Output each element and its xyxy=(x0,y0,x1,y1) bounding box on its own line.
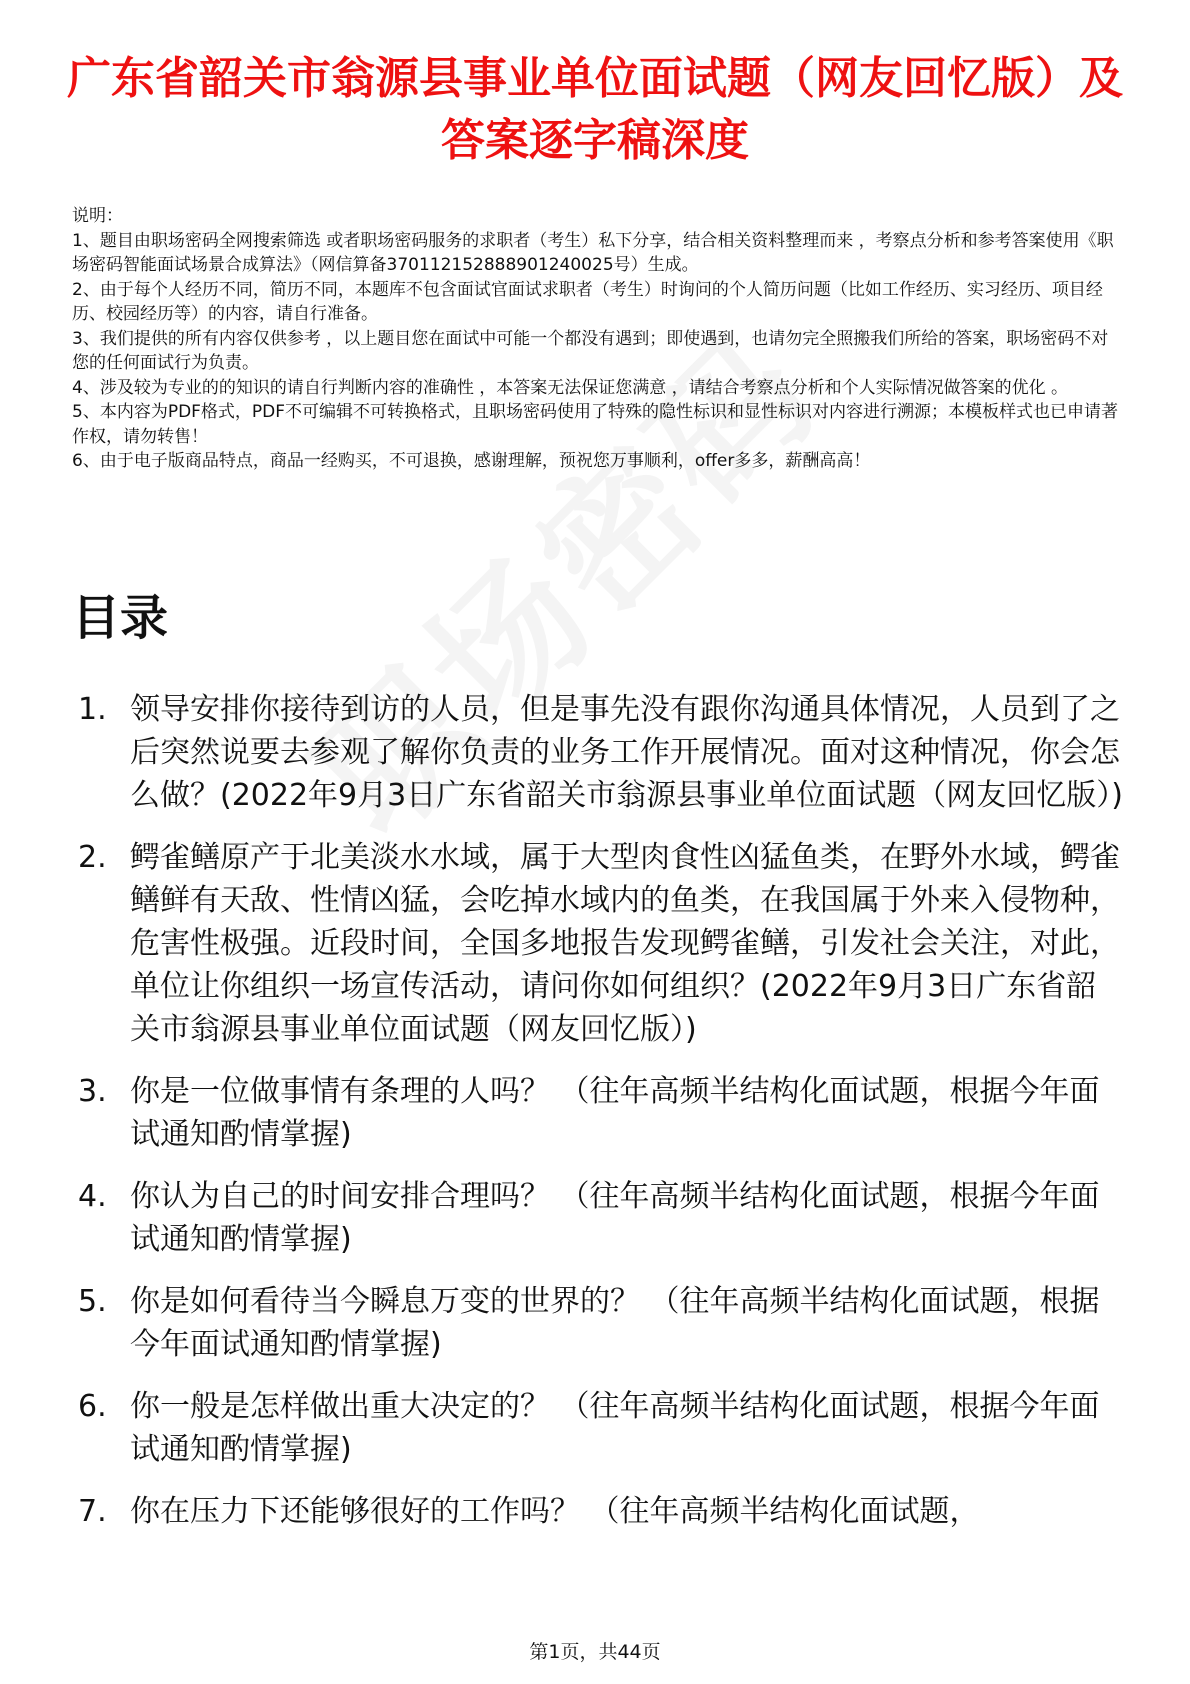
note-item: 4、涉及较为专业的的知识的请自行判断内容的准确性 ，本答案无法保证您满意 ，请结合考察点分析和个人实际情况做答案的优化 。 xyxy=(72,377,1069,398)
toc-list xyxy=(72,688,1126,1552)
toc-item xyxy=(72,1280,1126,1366)
toc-heading: 目录 xyxy=(72,590,169,646)
toc-item-number: 1. xyxy=(78,692,107,727)
document-title: 广东省韶关市翁源县事业单位面试题（网友回忆版）及答案逐字稿深度 xyxy=(67,53,1123,166)
page-number: 第1页，共44页 xyxy=(529,1641,661,1663)
toc-item-number: 5. xyxy=(78,1284,107,1319)
toc-item xyxy=(72,1490,1126,1533)
toc-item xyxy=(72,1385,1126,1471)
toc-item-text: 你认为自己的时间安排合理吗？ （往年高频半结构化面试题，根据今年面试通知酌情掌握) xyxy=(130,1179,1100,1257)
toc-item-text: 你在压力下还能够很好的工作吗？ （往年高频半结构化面试题， xyxy=(130,1494,980,1529)
notes-heading: 说明： xyxy=(72,206,123,226)
toc-item-number: 3. xyxy=(78,1074,107,1109)
notes-section xyxy=(72,204,1122,474)
note-item: 5、本内容为PDF格式，PDF不可编辑不可转换格式，且职场密码使用了特殊的隐性标识和显性标识对内容进行溯源；本模板样式也已申请著作权，请勿转售！ xyxy=(72,402,1119,447)
toc-item-text: 你一般是怎样做出重大决定的？ （往年高频半结构化面试题，根据今年面试通知酌情掌握) xyxy=(130,1389,1100,1467)
note-item: 3、我们提供的所有内容仅供参考 ，以上题目您在面试中可能一个都没有遇到；即使遇到，也请勿完全照搬我们所给的答案，职场密码不对您的任何面试行为负责。 xyxy=(72,328,1109,373)
toc-item xyxy=(72,688,1126,817)
toc-item-number: 7. xyxy=(78,1494,107,1529)
toc-item xyxy=(72,836,1126,1051)
note-item: 6、由于电子版商品特点，商品一经购买，不可退换，感谢理解，预祝您万事顺利，offer多多，薪酬高高！ xyxy=(72,451,871,471)
note-item: 2、由于每个人经历不同，简历不同，本题库不包含面试官面试求职者（考生）时询问的个人简历问题（比如工作经历、实习经历、项目经历、校园经历等）的内容，请自行准备。 xyxy=(72,279,1103,324)
toc-item-text: 你是一位做事情有条理的人吗？ （往年高频半结构化面试题，根据今年面试通知酌情掌握) xyxy=(130,1074,1100,1152)
toc-item-text: 领导安排你接待到访的人员，但是事先没有跟你沟通具体情况，人员到了之后突然说要去参观了解你负责的业务工作开展情况。面对这种情况，你会怎么做？(2022年9月3日广东省韶关市翁源县事业单位面试题（网友回忆版）) xyxy=(130,692,1123,813)
toc-item-text: 鳄雀鳝原产于北美淡水水域，属于大型肉食性凶猛鱼类，在野外水域，鳄雀鳝鲜有天敌、性情凶猛，会吃掉水域内的鱼类，在我国属于外来入侵物种，危害性极强。近段时间，全国多地报告发现鳄雀鳝，引发社会关注，对此，单位让你组织一场宣传活动，请问你如何组织？(2022年9月3日广东省韶关市翁源县事业单位面试题（网友回忆版）) xyxy=(130,840,1120,1047)
toc-item xyxy=(72,1175,1126,1261)
toc-item-number: 4. xyxy=(78,1179,107,1214)
toc-item-text: 你是如何看待当今瞬息万变的世界的？ （往年高频半结构化面试题，根据今年面试通知酌情掌握) xyxy=(130,1284,1100,1362)
toc-item-number: 2. xyxy=(78,840,107,875)
note-item: 1、题目由职场密码全网搜索筛选 或者职场密码服务的求职者（考生）私下分享，结合相关资料整理而来 ，考察点分析和参考答案使用《职场密码智能面试场景合成算法》（网信算备370112152888901240025号）生成。 xyxy=(72,230,1114,275)
toc-item-number: 6. xyxy=(78,1389,107,1424)
toc-item xyxy=(72,1070,1126,1156)
